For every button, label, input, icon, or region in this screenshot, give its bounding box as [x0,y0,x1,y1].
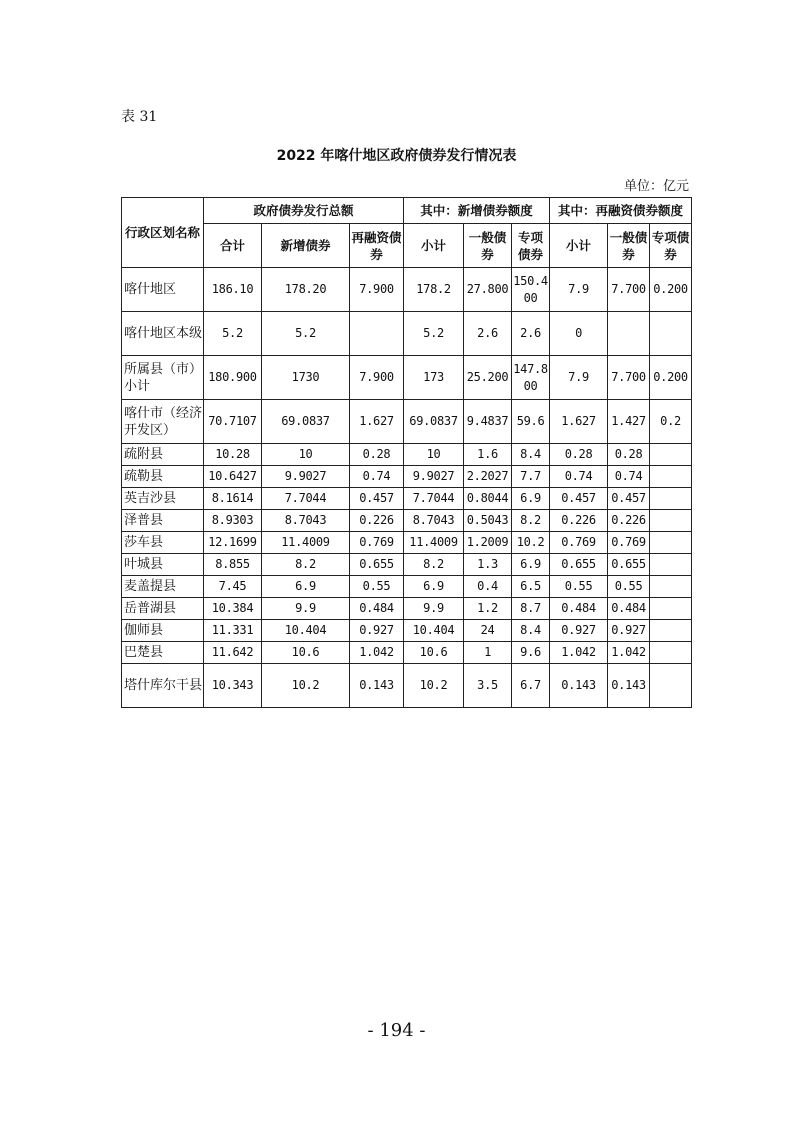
region-name-cell: 喀什市（经济开发区） [122,400,204,444]
table-label: 表 31 [121,109,158,125]
value-cell [650,576,692,598]
value-cell: 10.28 [204,444,262,466]
header-new-general: 一般债券 [464,224,512,268]
value-cell: 8.2 [262,554,350,576]
value-cell: 0.655 [350,554,404,576]
region-name-cell: 喀什地区 [122,268,204,312]
value-cell: 0.143 [550,664,608,708]
value-cell: 24 [464,620,512,642]
value-cell: 0.226 [550,510,608,532]
value-cell: 10.343 [204,664,262,708]
value-cell: 3.5 [464,664,512,708]
table-row [122,510,692,532]
value-cell: 0.200 [650,268,692,312]
value-cell: 7.7044 [262,488,350,510]
value-cell: 7.9 [550,268,608,312]
region-name-cell: 伽师县 [122,620,204,642]
region-name-cell: 英吉沙县 [122,488,204,510]
value-cell [650,664,692,708]
value-cell: 0.769 [350,532,404,554]
value-cell: 11.642 [204,642,262,664]
value-cell: 5.2 [204,312,262,356]
value-cell [650,642,692,664]
value-cell: 59.6 [512,400,550,444]
region-name-cell: 喀什地区本级 [122,312,204,356]
value-cell: 9.9 [404,598,464,620]
table-row [122,642,692,664]
value-cell [650,510,692,532]
bond-issuance-table [121,197,692,708]
value-cell: 0.55 [608,576,650,598]
value-cell: 1.627 [550,400,608,444]
value-cell: 10 [262,444,350,466]
region-name-cell: 岳普湖县 [122,598,204,620]
value-cell: 5.2 [262,312,350,356]
table-row [122,598,692,620]
value-cell: 0.927 [350,620,404,642]
value-cell: 1.2 [464,598,512,620]
value-cell: 11.4009 [262,532,350,554]
value-cell: 7.900 [350,356,404,400]
value-cell: 70.7107 [204,400,262,444]
value-cell: 7.7 [512,466,550,488]
value-cell: 0.927 [550,620,608,642]
value-cell: 0.55 [350,576,404,598]
value-cell [650,620,692,642]
value-cell: 0.143 [350,664,404,708]
header-group-refi: 其中：再融资债券额度 [550,198,692,224]
region-name-cell: 泽普县 [122,510,204,532]
header-refi-special: 专项债券 [650,224,692,268]
header-group-total: 政府债券发行总额 [204,198,404,224]
header-new-special: 专项债券 [512,224,550,268]
table-row [122,444,692,466]
region-name-cell: 麦盖提县 [122,576,204,598]
value-cell [350,312,404,356]
region-name-cell: 莎车县 [122,532,204,554]
table-row [122,356,692,400]
value-cell [650,488,692,510]
value-cell: 1.3 [464,554,512,576]
table-row [122,532,692,554]
value-cell: 0.769 [608,532,650,554]
value-cell: 0.927 [608,620,650,642]
value-cell: 0.457 [350,488,404,510]
value-cell: 7.9 [550,356,608,400]
value-cell: 9.4837 [464,400,512,444]
value-cell: 11.4009 [404,532,464,554]
value-cell: 0.655 [550,554,608,576]
unit-note: 单位：亿元 [623,179,689,194]
value-cell: 0.457 [550,488,608,510]
value-cell: 0.655 [608,554,650,576]
value-cell: 7.700 [608,356,650,400]
table-row [122,312,692,356]
value-cell [650,598,692,620]
value-cell: 7.7044 [404,488,464,510]
value-cell: 5.2 [404,312,464,356]
header-region: 行政区划名称 [122,198,204,268]
value-cell: 8.2 [404,554,464,576]
value-cell [608,312,650,356]
value-cell: 8.855 [204,554,262,576]
value-cell [650,554,692,576]
region-name-cell: 塔什库尔干县 [122,664,204,708]
value-cell: 2.2027 [464,466,512,488]
table-row [122,554,692,576]
value-cell: 0.2 [650,400,692,444]
value-cell: 0.74 [550,466,608,488]
value-cell: 10.2 [262,664,350,708]
value-cell: 6.9 [404,576,464,598]
header-total: 合计 [204,224,262,268]
region-name-cell: 叶城县 [122,554,204,576]
value-cell: 1.427 [608,400,650,444]
value-cell: 10.404 [262,620,350,642]
value-cell: 1.042 [550,642,608,664]
value-cell: 9.6 [512,642,550,664]
value-cell: 11.331 [204,620,262,642]
header-refi-subtotal: 小计 [550,224,608,268]
value-cell: 173 [404,356,464,400]
value-cell: 147.800 [512,356,550,400]
value-cell: 8.4 [512,620,550,642]
value-cell: 1.6 [464,444,512,466]
value-cell: 180.900 [204,356,262,400]
value-cell: 2.6 [512,312,550,356]
value-cell: 9.9027 [262,466,350,488]
value-cell: 25.200 [464,356,512,400]
value-cell: 10.6 [262,642,350,664]
value-cell [650,312,692,356]
value-cell [650,444,692,466]
table-row [122,488,692,510]
value-cell: 0.8044 [464,488,512,510]
region-name-cell: 巴楚县 [122,642,204,664]
value-cell [650,466,692,488]
value-cell: 1.042 [350,642,404,664]
value-cell: 0.226 [608,510,650,532]
header-new-subtotal: 小计 [404,224,464,268]
value-cell: 7.700 [608,268,650,312]
value-cell: 10.2 [512,532,550,554]
table-row [122,400,692,444]
value-cell: 1.042 [608,642,650,664]
value-cell: 0.226 [350,510,404,532]
table-row [122,466,692,488]
value-cell: 1.2009 [464,532,512,554]
value-cell: 0.769 [550,532,608,554]
value-cell: 0.484 [550,598,608,620]
value-cell: 0 [550,312,608,356]
region-name-cell: 疏附县 [122,444,204,466]
value-cell: 0.200 [650,356,692,400]
value-cell: 0.74 [350,466,404,488]
value-cell: 0.5043 [464,510,512,532]
page-number: - 194 - [367,1020,426,1041]
value-cell: 6.7 [512,664,550,708]
value-cell [650,532,692,554]
value-cell: 0.28 [350,444,404,466]
value-cell: 9.9 [262,598,350,620]
value-cell: 10.384 [204,598,262,620]
value-cell: 27.800 [464,268,512,312]
value-cell: 9.9027 [404,466,464,488]
table-row [122,664,692,708]
value-cell: 150.400 [512,268,550,312]
header-group-new: 其中：新增债券额度 [404,198,550,224]
value-cell: 0.484 [608,598,650,620]
value-cell: 12.1699 [204,532,262,554]
value-cell: 0.74 [608,466,650,488]
value-cell: 0.143 [608,664,650,708]
value-cell: 8.7043 [404,510,464,532]
value-cell: 0.457 [608,488,650,510]
value-cell: 10.6427 [204,466,262,488]
value-cell: 178.2 [404,268,464,312]
value-cell: 8.7043 [262,510,350,532]
value-cell: 6.9 [262,576,350,598]
value-cell: 69.0837 [404,400,464,444]
value-cell: 6.9 [512,554,550,576]
value-cell: 0.4 [464,576,512,598]
value-cell: 178.20 [262,268,350,312]
value-cell: 1730 [262,356,350,400]
value-cell: 0.55 [550,576,608,598]
value-cell: 8.1614 [204,488,262,510]
table-body [122,268,692,708]
header-refi-bonds: 再融资债券 [350,224,404,268]
value-cell: 0.28 [550,444,608,466]
value-cell: 0.484 [350,598,404,620]
value-cell: 186.10 [204,268,262,312]
value-cell: 1.627 [350,400,404,444]
table-row [122,576,692,598]
value-cell: 10 [404,444,464,466]
value-cell: 10.2 [404,664,464,708]
table-row [122,268,692,312]
value-cell: 8.7 [512,598,550,620]
value-cell: 7.900 [350,268,404,312]
header-refi-general: 一般债券 [608,224,650,268]
value-cell: 0.28 [608,444,650,466]
table-row [122,620,692,642]
value-cell: 10.404 [404,620,464,642]
value-cell: 7.45 [204,576,262,598]
value-cell: 6.9 [512,488,550,510]
value-cell: 8.2 [512,510,550,532]
value-cell: 1 [464,642,512,664]
table-title: 2022 年喀什地区政府债券发行情况表 [276,148,517,164]
value-cell: 2.6 [464,312,512,356]
region-name-cell: 疏勒县 [122,466,204,488]
value-cell: 10.6 [404,642,464,664]
header-new-bonds: 新增债券 [262,224,350,268]
region-name-cell: 所属县（市）小计 [122,356,204,400]
value-cell: 8.9303 [204,510,262,532]
value-cell: 69.0837 [262,400,350,444]
value-cell: 6.5 [512,576,550,598]
value-cell: 8.4 [512,444,550,466]
